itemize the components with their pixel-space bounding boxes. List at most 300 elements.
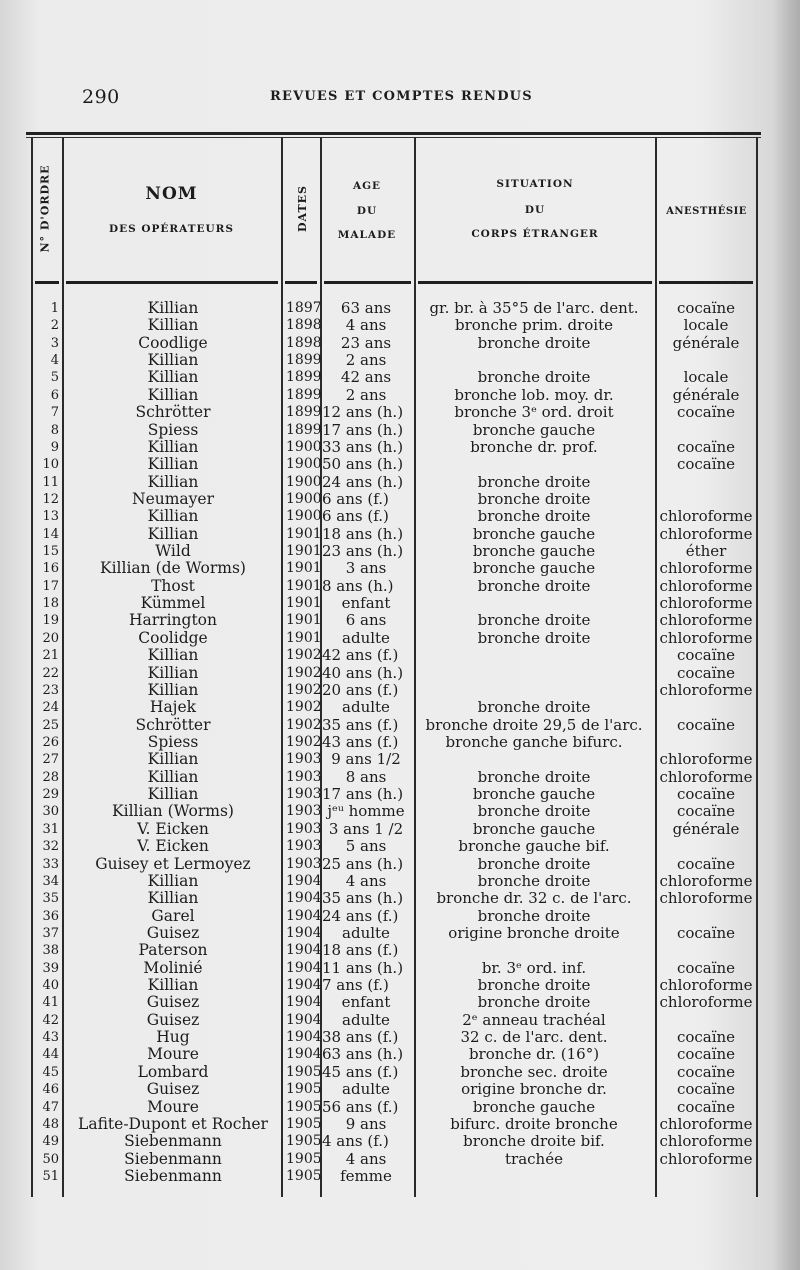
anesthesia-type: cocaïne	[676, 646, 736, 665]
anesthesia-type: cocaïne	[676, 802, 736, 821]
anesthesia-type	[656, 908, 756, 925]
anesthesia-type: chloroforme	[659, 1114, 753, 1133]
foreign-body-location	[414, 682, 654, 699]
row-number: 36	[42, 908, 59, 924]
row-date: 1902	[286, 734, 322, 750]
anesthesia-type: générale	[672, 385, 740, 404]
table-row	[0, 508, 800, 525]
table-row	[0, 404, 800, 421]
row-number: 21	[42, 648, 59, 664]
anesthesia-type: chloroforme	[659, 524, 753, 543]
operator-name: Thost	[151, 576, 195, 595]
foreign-body-location: bronche gauche	[472, 542, 596, 561]
row-number: 19	[42, 613, 59, 629]
anesthesia-type: cocaïne	[676, 715, 736, 734]
header-situation-1: SITUATION	[496, 178, 574, 190]
operator-name: Paterson	[138, 941, 208, 960]
patient-age: 9 ans	[345, 1114, 387, 1133]
operator-name: Siebenmann	[124, 1149, 222, 1168]
operator-name: Killian	[147, 646, 199, 665]
table-top-rule	[26, 132, 761, 135]
row-date: 1899	[286, 386, 322, 403]
row-number: 33	[42, 856, 59, 872]
row-date: 1902	[286, 699, 322, 716]
row-number: 25	[42, 717, 59, 733]
table-row	[0, 1133, 800, 1150]
operator-name: Killian	[147, 767, 199, 786]
table-row	[0, 612, 800, 629]
table-row	[0, 1116, 800, 1133]
row-date: 1899	[286, 421, 322, 438]
row-date: 1898	[286, 334, 322, 351]
header-rule	[35, 281, 59, 284]
operator-name: Spiess	[147, 420, 199, 439]
foreign-body-location: bronche droite	[477, 906, 591, 925]
row-date: 1901	[286, 525, 322, 542]
operator-name: Guisey et Lermoyez	[95, 854, 251, 873]
foreign-body-location: gr. br. à 35°5 de l'arc. dent.	[429, 299, 639, 317]
header-situation-3: CORPS ÉTRANGER	[471, 228, 599, 240]
row-date: 1902	[286, 681, 322, 698]
row-date: 1901	[286, 543, 322, 560]
patient-age: 42 ans (f.)	[322, 646, 399, 665]
anesthesia-type: éther	[685, 542, 727, 561]
anesthesia-type: cocaïne	[676, 854, 736, 873]
anesthesia-type: cocaïne	[676, 785, 736, 804]
anesthesia-type: cocaïne	[676, 437, 736, 456]
row-number: 2	[50, 318, 59, 334]
row-date: 1903	[286, 855, 322, 872]
row-date: 1905	[286, 1150, 322, 1167]
patient-age: 4 ans	[345, 871, 387, 890]
anesthesia-type: chloroforme	[659, 611, 753, 630]
anesthesia-type: cocaïne	[676, 455, 736, 474]
operator-name: Killian	[147, 351, 199, 370]
anesthesia-type	[656, 838, 756, 855]
anesthesia-type	[656, 942, 756, 959]
anesthesia-type: chloroforme	[659, 976, 753, 995]
operator-name: Killian	[147, 368, 199, 387]
header-rule	[285, 281, 317, 284]
row-date: 1900	[286, 473, 322, 490]
table-row	[0, 856, 800, 873]
header-dates	[286, 148, 318, 268]
table-row	[0, 526, 800, 543]
row-date: 1905	[286, 1098, 322, 1115]
patient-age: 56 ans (f.)	[322, 1097, 399, 1116]
operator-name: Killian (Worms)	[112, 802, 234, 821]
foreign-body-location: bronche dr. prof.	[470, 437, 598, 456]
patient-age: 23 ans	[340, 333, 392, 352]
table-row	[0, 1151, 800, 1168]
patient-age: 3 ans 1 /2	[328, 819, 404, 838]
patient-age: 50 ans (h.)	[322, 455, 404, 474]
table-row	[0, 682, 800, 699]
row-date: 1900	[286, 456, 322, 473]
header-age-3: MALADE	[337, 229, 397, 241]
header-rule	[66, 281, 278, 284]
row-number: 13	[42, 509, 59, 525]
operator-name: Neumayer	[132, 489, 214, 508]
table-row	[0, 578, 800, 595]
row-number: 30	[42, 804, 59, 820]
foreign-body-location: trachée	[505, 1149, 563, 1168]
header-age-1: AGE	[352, 180, 382, 192]
patient-age: adulte	[342, 1010, 390, 1029]
anesthesia-type: cocaïne	[676, 958, 736, 977]
table-row	[0, 474, 800, 491]
patient-age: jᵉᵘ homme	[327, 802, 405, 821]
table-row	[0, 890, 800, 907]
row-date: 1904	[286, 890, 322, 907]
header-nom-sub: DES OPÉRATEURS	[109, 223, 234, 235]
table-row	[0, 1029, 800, 1046]
foreign-body-location: bronche droite 29,5 de l'arc.	[425, 715, 643, 734]
patient-age: femme	[340, 1167, 392, 1185]
operator-name: Guisez	[146, 1080, 200, 1099]
operator-name: Killian	[147, 437, 199, 456]
row-date: 1901	[286, 560, 322, 577]
row-number: 26	[42, 735, 59, 750]
row-date: 1902	[286, 716, 322, 733]
patient-age: 8 ans	[345, 767, 387, 786]
operator-name: Guisez	[146, 993, 200, 1012]
foreign-body-location: origine bronche droite	[448, 923, 620, 942]
anesthesia-type: chloroforme	[659, 871, 753, 890]
anesthesia-type	[656, 422, 756, 439]
header-dates-label: DATES	[295, 184, 309, 232]
row-number: 3	[50, 335, 59, 351]
anesthesia-type: cocaïne	[676, 1097, 736, 1116]
patient-age: 33 ans (h.)	[322, 437, 404, 456]
foreign-body-location: br. 3ᵉ ord. inf.	[481, 958, 587, 977]
operator-name: Spiess	[147, 733, 199, 751]
table-row	[0, 422, 800, 439]
row-number: 15	[42, 544, 59, 560]
header-anesthesie: ANESTHÉSIE	[666, 206, 747, 217]
patient-age: 18 ans (f.)	[322, 941, 399, 960]
patient-age: 24 ans (f.)	[322, 906, 399, 925]
row-date: 1904	[286, 994, 322, 1011]
row-date: 1904	[286, 924, 322, 941]
foreign-body-location: bronche droite	[477, 698, 591, 717]
row-number: 35	[42, 891, 59, 907]
row-date: 1904	[286, 907, 322, 924]
foreign-body-location: bronche droite	[477, 976, 591, 995]
anesthesia-type: chloroforme	[659, 750, 753, 769]
operator-name: Wild	[155, 542, 191, 561]
row-number: 49	[42, 1134, 59, 1150]
foreign-body-location: bronche droite	[477, 576, 591, 595]
anesthesia-type: générale	[672, 819, 740, 838]
operator-name: Killian	[147, 663, 199, 682]
row-number: 32	[42, 839, 59, 855]
row-date: 1901	[286, 577, 322, 594]
operator-name: Schrötter	[135, 403, 211, 422]
row-number: 34	[42, 873, 59, 889]
foreign-body-location	[414, 665, 654, 682]
table-row	[0, 352, 800, 369]
foreign-body-location: 2ᵉ anneau trachéal	[462, 1010, 606, 1029]
table-row	[0, 439, 800, 456]
patient-age: 17 ans (h.)	[322, 420, 404, 439]
table-row	[0, 942, 800, 959]
foreign-body-location: bronche gauche	[472, 420, 596, 439]
row-number: 40	[42, 978, 59, 994]
row-date: 1899	[286, 352, 322, 369]
operator-name: Killian	[147, 507, 199, 526]
row-number: 10	[42, 457, 59, 473]
operator-name: Killian	[147, 299, 199, 317]
patient-age: 63 ans (h.)	[322, 1045, 404, 1064]
row-number: 9	[50, 439, 59, 455]
patient-age: enfant	[341, 993, 391, 1012]
table-row	[0, 491, 800, 508]
row-number: 44	[42, 1047, 59, 1063]
operator-name: Killian	[147, 976, 199, 995]
table-row	[0, 1099, 800, 1116]
row-number: 41	[42, 995, 59, 1011]
patient-age: adulte	[342, 1080, 390, 1099]
anesthesia-type: chloroforme	[659, 628, 753, 647]
anesthesia-type	[656, 474, 756, 491]
operator-name: Siebenmann	[124, 1167, 222, 1185]
row-number: 5	[50, 370, 59, 386]
anesthesia-type: chloroforme	[659, 680, 753, 699]
patient-age: 25 ans (h.)	[322, 854, 404, 873]
foreign-body-location: bronche sec. droite	[460, 1062, 608, 1081]
anesthesia-type: cocaïne	[676, 403, 736, 422]
operator-name: Siebenmann	[124, 1132, 222, 1151]
patient-age: 5 ans	[345, 837, 387, 856]
table-row	[0, 803, 800, 820]
operator-name: Schrötter	[135, 715, 211, 734]
anesthesia-type: chloroforme	[659, 559, 753, 578]
header-age-2: DU	[356, 205, 378, 217]
row-number: 8	[50, 422, 59, 438]
row-number: 31	[42, 821, 59, 837]
operator-name: Moure	[147, 1045, 199, 1064]
patient-age: 3 ans	[345, 559, 387, 578]
foreign-body-location: bronche 3ᵉ ord. droit	[454, 403, 614, 422]
operator-name: V. Eicken	[137, 837, 209, 856]
anesthesia-type: chloroforme	[659, 889, 753, 908]
foreign-body-location	[414, 1168, 654, 1185]
row-number: 46	[42, 1082, 59, 1098]
table-row	[0, 994, 800, 1011]
operator-name: Molinié	[143, 958, 203, 977]
foreign-body-location: bronche gauche	[472, 559, 596, 578]
anesthesia-type: locale	[683, 368, 729, 387]
patient-age: 11 ans (h.)	[322, 958, 404, 977]
row-number: 28	[42, 769, 59, 785]
row-number: 18	[42, 596, 59, 612]
row-number: 16	[42, 561, 59, 577]
row-date: 1903	[286, 803, 322, 820]
foreign-body-location: bronche ganche bifurc.	[445, 733, 623, 751]
row-date: 1900	[286, 438, 322, 455]
table-row	[0, 925, 800, 942]
table-row	[0, 456, 800, 473]
foreign-body-location	[414, 595, 654, 612]
row-date: 1899	[286, 369, 322, 386]
operator-name: Killian	[147, 871, 199, 890]
table-row	[0, 838, 800, 855]
row-number: 1	[50, 301, 59, 316]
table-row	[0, 960, 800, 977]
patient-age: 23 ans (h.)	[322, 542, 404, 561]
table-row	[0, 717, 800, 734]
operator-name: Guisez	[146, 1010, 200, 1029]
foreign-body-location: bronche gauche	[472, 1097, 596, 1116]
operator-name: Killian	[147, 524, 199, 543]
patient-age: 45 ans (f.)	[322, 1062, 399, 1081]
table-row	[0, 387, 800, 404]
header-rule	[659, 281, 753, 284]
anesthesia-type	[656, 1168, 756, 1185]
operator-name: Killian	[147, 455, 199, 474]
patient-age: enfant	[341, 594, 391, 613]
row-date: 1900	[286, 508, 322, 525]
row-date: 1904	[286, 1011, 322, 1028]
operator-name: Hug	[156, 1028, 190, 1047]
foreign-body-location: bronche droite bif.	[463, 1132, 605, 1151]
patient-age: 12 ans (h.)	[322, 403, 404, 422]
table-row	[0, 300, 800, 317]
anesthesia-type: chloroforme	[659, 594, 753, 613]
patient-age: 35 ans (h.)	[322, 889, 404, 908]
operator-name: Killian	[147, 316, 199, 335]
table-row	[0, 595, 800, 612]
row-date: 1897	[286, 300, 322, 316]
patient-age: adulte	[342, 628, 390, 647]
patient-age: 8 ans (h.)	[322, 576, 394, 595]
table-row	[0, 630, 800, 647]
row-date: 1904	[286, 1029, 322, 1046]
row-date: 1903	[286, 751, 322, 768]
row-number: 23	[42, 682, 59, 698]
operator-name: Kümmel	[140, 594, 206, 613]
operator-name: Lombard	[137, 1062, 209, 1081]
foreign-body-location: bronche droite	[477, 628, 591, 647]
foreign-body-location: bronche dr. 32 c. de l'arc.	[436, 889, 632, 908]
table-row	[0, 908, 800, 925]
row-number: 48	[42, 1116, 59, 1132]
row-date: 1905	[286, 1133, 322, 1150]
table-row	[0, 873, 800, 890]
row-number: 4	[50, 353, 59, 369]
page-number: 290	[82, 86, 120, 108]
foreign-body-location: bronche droite	[477, 472, 591, 491]
patient-age: adulte	[342, 923, 390, 942]
row-number: 14	[42, 526, 59, 542]
table-row	[0, 1081, 800, 1098]
operator-name: Killian	[147, 889, 199, 908]
patient-age: 43 ans (f.)	[322, 733, 399, 751]
patient-age: 4 ans (f.)	[322, 1132, 389, 1151]
row-date: 1901	[286, 612, 322, 629]
row-number: 37	[42, 925, 59, 941]
row-date: 1902	[286, 664, 322, 681]
patient-age: 18 ans (h.)	[322, 524, 404, 543]
anesthesia-type: cocaïne	[676, 1080, 736, 1099]
table-row	[0, 647, 800, 664]
operator-name: Killian	[147, 785, 199, 804]
table-row	[0, 1064, 800, 1081]
foreign-body-location	[414, 942, 654, 959]
foreign-body-location: bronche droite	[477, 767, 591, 786]
foreign-body-location: bronche dr. (16°)	[468, 1045, 600, 1064]
row-number: 11	[42, 474, 59, 490]
operator-name: Coodlige	[138, 333, 208, 352]
row-date: 1901	[286, 595, 322, 612]
foreign-body-location: bronche droite	[477, 489, 591, 508]
anesthesia-type: chloroforme	[659, 507, 753, 526]
row-number: 47	[42, 1099, 59, 1115]
anesthesia-type: cocaïne	[676, 1028, 736, 1047]
table-row	[0, 1012, 800, 1029]
foreign-body-location	[414, 647, 654, 664]
row-date: 1905	[286, 1081, 322, 1098]
anesthesia-type: chloroforme	[659, 1149, 753, 1168]
row-number: 6	[50, 387, 59, 403]
patient-age: 20 ans (f.)	[322, 680, 399, 699]
anesthesia-type: chloroforme	[659, 767, 753, 786]
patient-age: 63 ans	[340, 299, 392, 317]
foreign-body-location: bronche prim. droite	[454, 316, 613, 335]
anesthesia-type	[656, 352, 756, 369]
patient-age: 2 ans	[345, 385, 387, 404]
table-top-rule-thin	[26, 137, 761, 138]
row-date: 1901	[286, 629, 322, 646]
header-rule	[324, 281, 411, 284]
row-number: 29	[42, 787, 59, 803]
table-row	[0, 369, 800, 386]
operator-name: Killian	[147, 680, 199, 699]
patient-age: 2 ans	[345, 351, 387, 370]
patient-age: 35 ans (f.)	[322, 715, 399, 734]
operator-name: Killian	[147, 385, 199, 404]
row-number: 27	[42, 752, 59, 768]
anesthesia-type	[656, 1012, 756, 1029]
foreign-body-location: bronche droite	[477, 854, 591, 873]
anesthesia-type	[656, 491, 756, 508]
header-rule	[418, 281, 652, 284]
foreign-body-location: bifurc. droite bronche	[450, 1114, 618, 1133]
anesthesia-type: cocaïne	[676, 663, 736, 682]
patient-age: 6 ans (f.)	[322, 489, 389, 508]
foreign-body-location: bronche droite	[477, 611, 591, 630]
row-number: 7	[50, 405, 59, 421]
row-number: 45	[42, 1064, 59, 1080]
operator-name: Lafite-Dupont et Rocher	[78, 1114, 268, 1133]
header-nom: NOM	[145, 184, 198, 204]
anesthesia-type: chloroforme	[659, 576, 753, 595]
row-number: 42	[42, 1012, 59, 1028]
patient-age: 7 ans (f.)	[322, 976, 389, 995]
row-date: 1905	[286, 1115, 322, 1132]
operator-name: Guisez	[146, 923, 200, 942]
row-number: 20	[42, 630, 59, 646]
row-date: 1900	[286, 490, 322, 507]
anesthesia-type: cocaïne	[676, 923, 736, 942]
anesthesia-type: cocaïne	[676, 1062, 736, 1081]
foreign-body-location: origine bronche dr.	[461, 1080, 607, 1099]
row-date: 1903	[286, 820, 322, 837]
foreign-body-location: bronche droite	[477, 368, 591, 387]
row-date: 1904	[286, 959, 322, 976]
row-number: 39	[42, 960, 59, 976]
